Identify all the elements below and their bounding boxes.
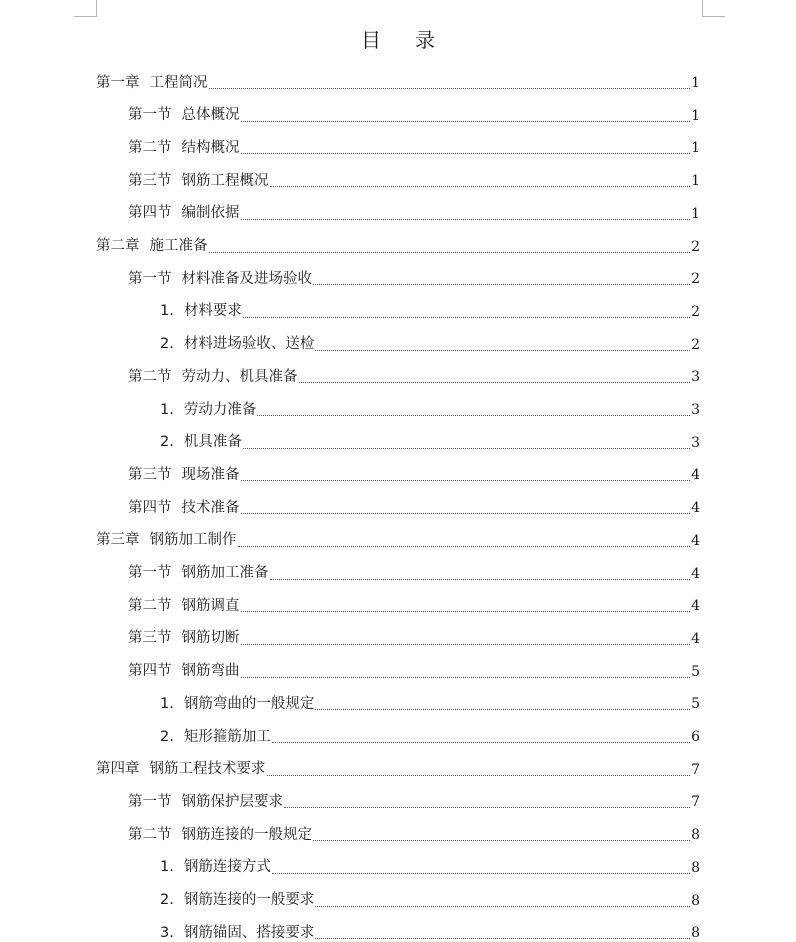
- toc-entry-label: [96, 76, 208, 93]
- toc-entry-number: 第二节: [128, 826, 172, 843]
- toc-entry-number: 1.: [160, 859, 174, 876]
- toc-entry-label: [128, 108, 240, 125]
- toc-entry-number: 第四节: [128, 663, 172, 680]
- toc-entry[interactable]: [96, 518, 700, 550]
- toc-entry-number: 3.: [160, 924, 174, 941]
- toc-entry-text: 钢筋调直: [181, 597, 240, 614]
- toc-dot-leader: [315, 349, 690, 351]
- toc-entry-label: [128, 206, 240, 223]
- toc-entry-text: 材料进场验收、送检: [183, 336, 315, 353]
- toc-title-char-2: 录: [415, 28, 435, 52]
- toc-entry-text: 钢筋加工准备: [181, 565, 269, 581]
- toc-entry[interactable]: [128, 191, 700, 223]
- toc-dot-leader: [315, 905, 690, 907]
- toc-entry[interactable]: [96, 224, 700, 256]
- toc-entry[interactable]: [128, 93, 700, 125]
- toc-entry-number: 第四章: [96, 761, 140, 778]
- toc-entry[interactable]: [160, 878, 700, 910]
- toc-entry-number: 第一节: [128, 793, 172, 810]
- toc-dot-leader: [241, 610, 691, 612]
- toc-dot-leader: [270, 185, 691, 187]
- toc-entry[interactable]: [96, 60, 700, 92]
- toc-entry-number: 第一节: [128, 565, 172, 581]
- toc-entry-number: 2.: [160, 728, 174, 745]
- toc-dot-leader: [241, 643, 691, 645]
- toc-page-number: 1: [691, 75, 700, 91]
- toc-entry[interactable]: [128, 452, 700, 484]
- toc-entry-label: [160, 304, 242, 321]
- toc-page-number: 3: [691, 402, 700, 418]
- toc-entry[interactable]: [160, 289, 700, 321]
- toc-page-number: 1: [691, 107, 700, 124]
- toc-entry-label: [160, 435, 242, 452]
- toc-entry-number: 第三节: [128, 466, 172, 483]
- toc-entry[interactable]: [128, 485, 700, 517]
- toc-entry[interactable]: [128, 551, 700, 583]
- toc-dot-leader: [241, 218, 691, 220]
- toc-page-number: 4: [691, 598, 700, 615]
- toc-page-number: 8: [691, 827, 700, 844]
- toc-page-number: 8: [691, 925, 700, 942]
- toc-entry-number: 1.: [160, 303, 174, 320]
- toc-entry-text: 钢筋工程技术要求: [149, 761, 266, 778]
- toc-entry-text: 现场准备: [181, 466, 240, 483]
- toc-page-number: 1: [691, 140, 700, 157]
- toc-page-number: 2: [691, 336, 700, 353]
- toc-entry-number: 第三节: [128, 172, 172, 189]
- toc-page-number: 4: [691, 630, 700, 647]
- toc-page-number: 2: [691, 271, 700, 288]
- toc-page-number: 4: [691, 565, 700, 582]
- toc-entry-text: 施工准备: [149, 238, 208, 254]
- toc-entry-label: [96, 239, 208, 256]
- toc-dot-leader: [209, 251, 691, 253]
- toc-entry-label: [128, 468, 240, 485]
- page-corner-mark-right: [702, 0, 725, 17]
- toc-entry-label: [128, 501, 240, 518]
- toc-entry-label: [128, 174, 269, 191]
- toc-page-number: 3: [691, 369, 700, 386]
- toc-dot-leader: [241, 479, 691, 481]
- toc-entry-label: [160, 730, 271, 747]
- toc-dot-leader: [241, 152, 691, 154]
- toc-entry[interactable]: [160, 322, 700, 354]
- toc-entry-text: 编制依据: [181, 205, 240, 222]
- toc-page-number: 1: [691, 205, 700, 222]
- toc-entry-text: 劳动力准备: [183, 401, 257, 418]
- toc-entry-label: [96, 762, 266, 779]
- toc-entry-label: [128, 370, 298, 387]
- toc-dot-leader: [238, 545, 691, 547]
- toc-entry-label: [128, 828, 312, 845]
- toc-dot-leader: [241, 120, 691, 122]
- toc-page-number: 8: [691, 892, 700, 909]
- toc-page-number: 5: [691, 696, 700, 713]
- toc-entry-text: 钢筋连接方式: [183, 859, 271, 876]
- toc-entry-text: 钢筋连接的一般要求: [183, 892, 315, 908]
- toc-dot-leader: [313, 839, 690, 841]
- toc-page-number: 7: [691, 794, 700, 811]
- toc-entry-label: [160, 697, 314, 714]
- toc-entry[interactable]: [160, 845, 700, 877]
- toc-entry-text: 材料准备及进场验收: [181, 270, 312, 287]
- toc-entry-text: 钢筋锚固、搭接要求: [183, 924, 315, 941]
- toc-dot-leader: [243, 447, 690, 449]
- toc-entry[interactable]: [160, 714, 700, 746]
- toc-page-number: 4: [691, 532, 700, 549]
- toc-page-number: 5: [691, 663, 700, 680]
- toc-entry[interactable]: [128, 256, 700, 288]
- toc-entry-number: 第二节: [128, 139, 172, 156]
- toc-entry-text: 材料要求: [183, 303, 242, 320]
- toc-entry-text: 钢筋工程概况: [181, 172, 269, 189]
- toc-entry[interactable]: [128, 812, 700, 844]
- toc-entry[interactable]: [128, 125, 700, 157]
- toc-dot-leader: [209, 87, 691, 89]
- toc-entry-label: [128, 795, 283, 812]
- toc-entry-number: 第四节: [128, 205, 172, 222]
- toc-dot-leader: [241, 512, 691, 514]
- toc-entry-number: 第一节: [128, 107, 172, 124]
- toc-entry-label: [128, 599, 240, 616]
- toc-entry[interactable]: [128, 158, 700, 190]
- toc-page-number: 2: [691, 303, 700, 320]
- toc-entry-text: 钢筋保护层要求: [181, 793, 283, 810]
- toc-entry-text: 钢筋切断: [181, 630, 240, 647]
- toc-entry-number: 第二章: [96, 238, 140, 254]
- toc-entry-label: [160, 860, 271, 877]
- toc-entry-number: 第三章: [96, 532, 140, 549]
- toc-entry-text: 矩形箍筋加工: [183, 728, 271, 745]
- toc-entry-label: [128, 141, 240, 158]
- toc-entry[interactable]: [160, 681, 700, 713]
- toc-entry-number: 第三节: [128, 630, 172, 647]
- toc-entry-label: [160, 893, 314, 910]
- toc-entry-text: 劳动力、机具准备: [181, 368, 298, 385]
- toc-entry-label: [160, 403, 256, 420]
- toc-entry-label: [160, 337, 314, 354]
- toc-page-number: 7: [691, 761, 700, 778]
- toc-entry[interactable]: [128, 649, 700, 681]
- page-corner-mark-left: [74, 0, 97, 17]
- toc-entry[interactable]: [128, 616, 700, 648]
- toc-dot-leader: [313, 283, 690, 285]
- toc-entry[interactable]: [128, 779, 700, 811]
- toc-entry-label: [128, 272, 312, 289]
- toc-dot-leader: [284, 806, 690, 808]
- toc-entry-text: 结构概况: [181, 139, 240, 156]
- toc-title: [0, 24, 796, 53]
- toc-dot-leader: [315, 937, 690, 939]
- toc-entry-text: 机具准备: [183, 434, 242, 451]
- toc-entry-number: 2.: [160, 434, 174, 451]
- toc-entry-label: [128, 631, 240, 648]
- toc-dot-leader: [299, 381, 691, 383]
- toc-page-number: 6: [691, 729, 700, 745]
- toc-entry-label: [128, 566, 269, 583]
- toc-page-number: 8: [691, 859, 700, 876]
- toc-entry-label: [128, 664, 240, 681]
- toc-page-number: 1: [691, 173, 700, 190]
- toc-entry-number: 2.: [160, 336, 174, 353]
- toc-page-number: 3: [691, 434, 700, 451]
- toc-dot-leader: [257, 414, 690, 416]
- toc-entry-text: 钢筋连接的一般规定: [181, 826, 312, 843]
- toc-dot-leader: [270, 578, 691, 580]
- toc-entry-number: 第四节: [128, 499, 172, 516]
- toc-entry[interactable]: [160, 910, 700, 942]
- toc-title-char-1: 目: [361, 28, 381, 52]
- toc-dot-leader: [267, 774, 691, 776]
- toc-page-number: 4: [691, 467, 700, 484]
- toc-entry-text: 钢筋弯曲: [181, 663, 240, 680]
- toc-entry[interactable]: [160, 387, 700, 419]
- toc-entry-text: 钢筋加工制作: [149, 532, 237, 549]
- toc-dot-leader: [241, 676, 691, 678]
- toc-entry[interactable]: [160, 420, 700, 452]
- toc-entry[interactable]: [128, 583, 700, 615]
- toc-entry-number: 第二节: [128, 597, 172, 614]
- toc-entry[interactable]: [128, 354, 700, 386]
- toc-entry-text: 技术准备: [181, 499, 240, 516]
- toc-dot-leader: [272, 741, 690, 743]
- toc-entry-number: 第二节: [128, 368, 172, 385]
- toc-dot-leader: [243, 316, 690, 318]
- toc-dot-leader: [315, 708, 690, 710]
- toc-entry[interactable]: [96, 747, 700, 779]
- toc-entry-number: 1.: [160, 401, 174, 418]
- toc-page-number: 2: [691, 238, 700, 255]
- toc-entry-text: 工程简况: [149, 74, 208, 91]
- toc-entry-text: 钢筋弯曲的一般规定: [183, 695, 315, 712]
- toc-entry-number: 第一章: [96, 74, 140, 91]
- toc-entry-number: 2.: [160, 892, 174, 908]
- toc-entry-label: [96, 533, 237, 550]
- toc-entry-text: 总体概况: [181, 107, 240, 124]
- toc-dot-leader: [272, 872, 690, 874]
- toc-entry-number: 1.: [160, 695, 174, 712]
- toc-page-number: 4: [691, 500, 700, 517]
- toc-entry-number: 第一节: [128, 270, 172, 287]
